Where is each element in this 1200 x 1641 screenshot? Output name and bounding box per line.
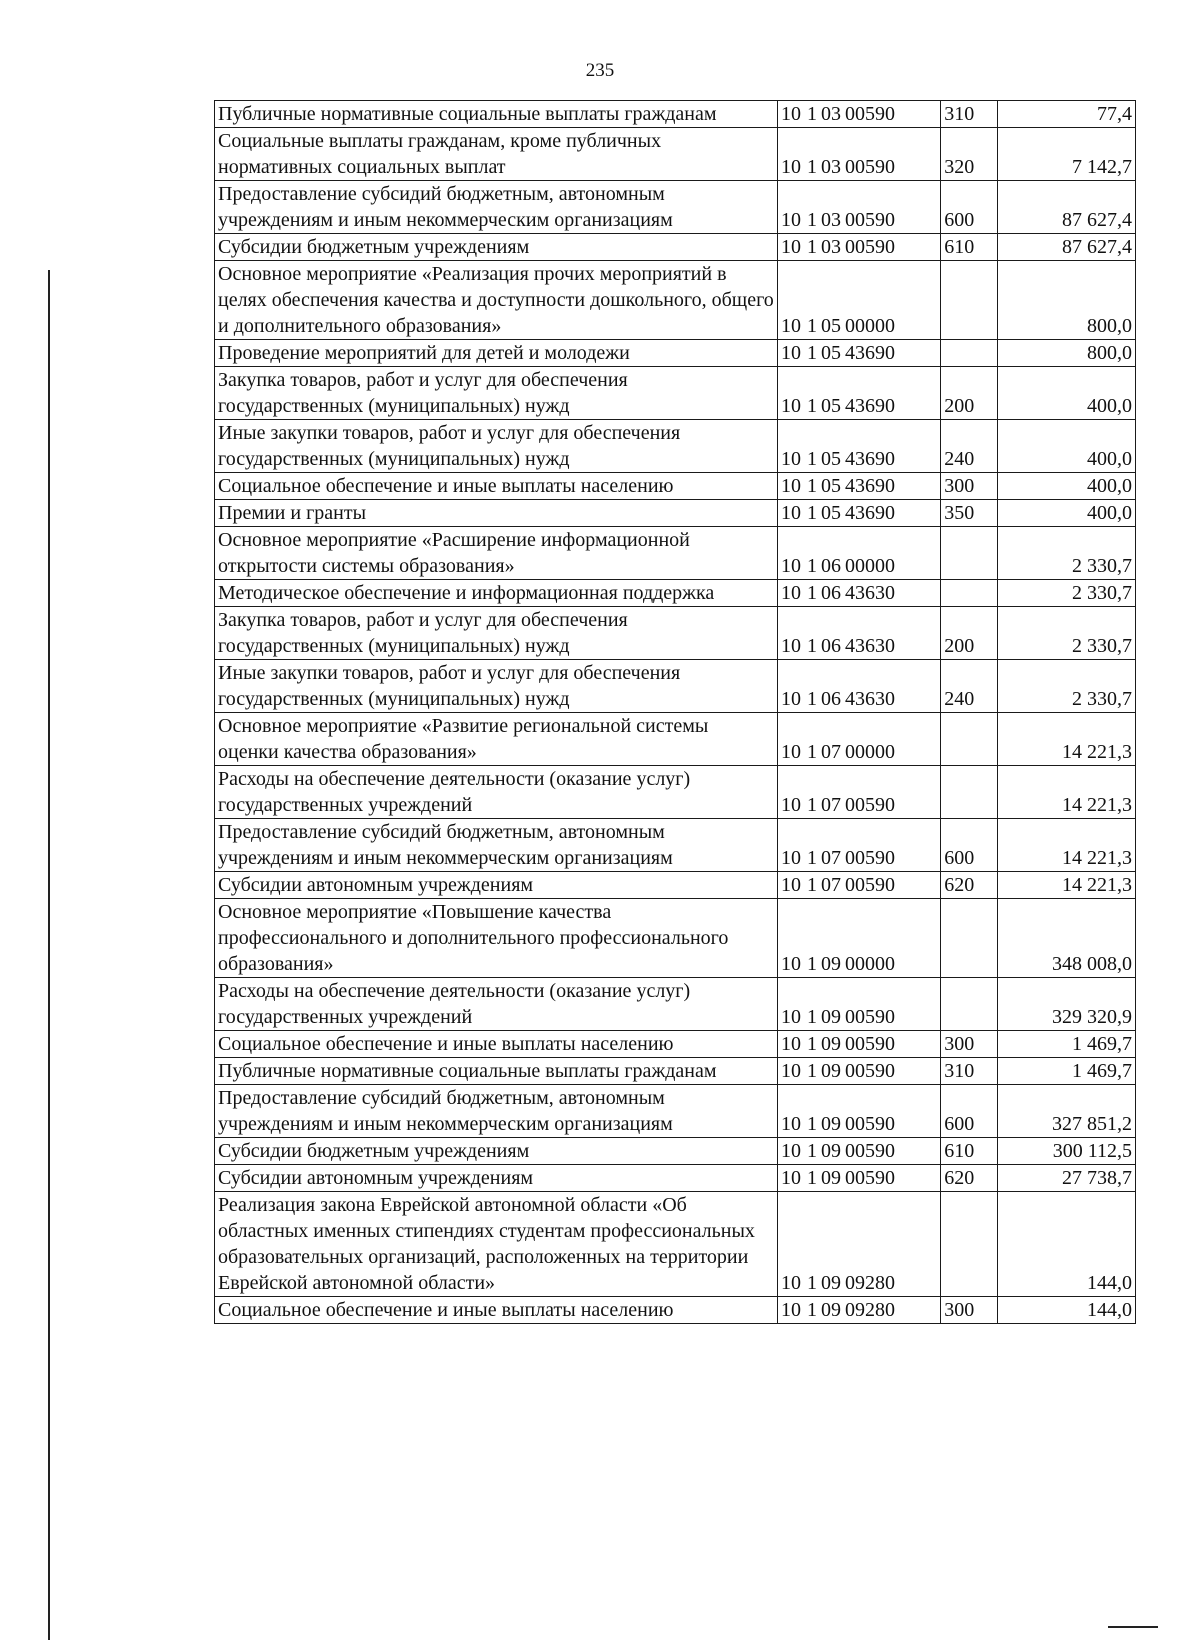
target-article-code-cell bbox=[778, 420, 941, 473]
code-part-2: 1 bbox=[807, 794, 817, 816]
expense-type-code-cell: 240 bbox=[941, 660, 998, 713]
expense-type-code-cell: 310 bbox=[941, 1058, 998, 1085]
amount-cell: 329 320,9 bbox=[998, 978, 1136, 1031]
amount-cell: 800,0 bbox=[998, 340, 1136, 367]
code-part-1: 10 bbox=[781, 582, 801, 604]
expense-type-code-cell bbox=[941, 713, 998, 766]
amount-cell: 7 142,7 bbox=[998, 128, 1136, 181]
code-part-4: 43630 bbox=[845, 635, 895, 657]
expense-name-cell: Субсидии автономным учреждениям bbox=[215, 872, 778, 899]
code-part-4: 00590 bbox=[845, 1006, 895, 1028]
code-part-3: 05 bbox=[821, 502, 841, 524]
code-part-2: 1 bbox=[807, 555, 817, 577]
table-row bbox=[215, 1085, 1136, 1138]
table-row bbox=[215, 101, 1136, 128]
target-article-code-cell bbox=[778, 607, 941, 660]
code-part-3: 09 bbox=[821, 1167, 841, 1189]
code-part-4: 43690 bbox=[845, 395, 895, 417]
table-row bbox=[215, 580, 1136, 607]
code-part-3: 05 bbox=[821, 395, 841, 417]
code-part-1: 10 bbox=[781, 103, 801, 125]
target-article-code-cell bbox=[778, 473, 941, 500]
code-part-2: 1 bbox=[807, 847, 817, 869]
expense-type-code-cell: 600 bbox=[941, 819, 998, 872]
target-article-code-cell bbox=[778, 234, 941, 261]
code-part-1: 10 bbox=[781, 688, 801, 710]
code-part-2: 1 bbox=[807, 502, 817, 524]
code-part-4: 43630 bbox=[845, 582, 895, 604]
code-part-1: 10 bbox=[781, 448, 801, 470]
target-article-code-cell bbox=[778, 1192, 941, 1297]
code-part-4: 00590 bbox=[845, 209, 895, 231]
amount-cell: 348 008,0 bbox=[998, 899, 1136, 978]
expense-type-code-cell bbox=[941, 766, 998, 819]
target-article-code-cell bbox=[778, 181, 941, 234]
code-part-1: 10 bbox=[781, 635, 801, 657]
code-part-2: 1 bbox=[807, 741, 817, 763]
code-part-2: 1 bbox=[807, 1033, 817, 1055]
code-part-3: 09 bbox=[821, 953, 841, 975]
code-part-4: 43690 bbox=[845, 448, 895, 470]
expense-type-code-cell: 300 bbox=[941, 1297, 998, 1324]
expense-type-code-cell: 200 bbox=[941, 607, 998, 660]
code-part-2: 1 bbox=[807, 635, 817, 657]
expense-type-code-cell: 350 bbox=[941, 500, 998, 527]
code-part-3: 09 bbox=[821, 1299, 841, 1321]
code-part-4: 00590 bbox=[845, 1033, 895, 1055]
target-article-code-cell bbox=[778, 660, 941, 713]
code-part-3: 03 bbox=[821, 103, 841, 125]
target-article-code-cell bbox=[778, 1058, 941, 1085]
expense-name-cell: Реализация закона Еврейской автономной области «Об областных именных стипендиях студентам профессиональных образовательных организаций, расположенных на территории Еврейской автономной области» bbox=[215, 1192, 778, 1297]
code-part-3: 09 bbox=[821, 1060, 841, 1082]
expense-name-cell: Расходы на обеспечение деятельности (оказание услуг) государственных учреждений bbox=[215, 766, 778, 819]
table-row bbox=[215, 660, 1136, 713]
expense-name-cell: Основное мероприятие «Реализация прочих мероприятий в целях обеспечения качества и доступности дошкольного, общего и дополнительного образования» bbox=[215, 261, 778, 340]
code-part-1: 10 bbox=[781, 475, 801, 497]
expense-type-code-cell: 240 bbox=[941, 420, 998, 473]
expense-type-code-cell: 620 bbox=[941, 1165, 998, 1192]
amount-cell: 400,0 bbox=[998, 367, 1136, 420]
expense-type-code-cell: 600 bbox=[941, 181, 998, 234]
table-row bbox=[215, 340, 1136, 367]
code-part-2: 1 bbox=[807, 156, 817, 178]
table-row bbox=[215, 1165, 1136, 1192]
expense-name-cell: Предоставление субсидий бюджетным, автономным учреждениям и иным некоммерческим организациям bbox=[215, 1085, 778, 1138]
expense-name-cell: Социальное обеспечение и иные выплаты населению bbox=[215, 473, 778, 500]
table-row bbox=[215, 1058, 1136, 1085]
table-row bbox=[215, 766, 1136, 819]
code-part-2: 1 bbox=[807, 1299, 817, 1321]
table-row bbox=[215, 234, 1136, 261]
code-part-3: 03 bbox=[821, 209, 841, 231]
code-part-4: 43630 bbox=[845, 688, 895, 710]
code-part-1: 10 bbox=[781, 1272, 801, 1294]
code-part-3: 06 bbox=[821, 688, 841, 710]
code-part-2: 1 bbox=[807, 874, 817, 896]
amount-cell: 1 469,7 bbox=[998, 1058, 1136, 1085]
code-part-2: 1 bbox=[807, 953, 817, 975]
table-row bbox=[215, 1031, 1136, 1058]
expense-type-code-cell: 620 bbox=[941, 872, 998, 899]
table-row bbox=[215, 473, 1136, 500]
expense-name-cell: Закупка товаров, работ и услуг для обеспечения государственных (муниципальных) нужд bbox=[215, 367, 778, 420]
code-part-1: 10 bbox=[781, 1167, 801, 1189]
expense-name-cell: Публичные нормативные социальные выплаты гражданам bbox=[215, 1058, 778, 1085]
code-part-4: 00000 bbox=[845, 555, 895, 577]
code-part-3: 07 bbox=[821, 874, 841, 896]
code-part-1: 10 bbox=[781, 1033, 801, 1055]
code-part-1: 10 bbox=[781, 794, 801, 816]
target-article-code-cell bbox=[778, 340, 941, 367]
code-part-2: 1 bbox=[807, 236, 817, 258]
amount-cell: 27 738,7 bbox=[998, 1165, 1136, 1192]
code-part-3: 06 bbox=[821, 582, 841, 604]
code-part-3: 09 bbox=[821, 1113, 841, 1135]
amount-cell: 2 330,7 bbox=[998, 607, 1136, 660]
code-part-1: 10 bbox=[781, 156, 801, 178]
expense-name-cell: Основное мероприятие «Повышение качества профессионального и дополнительного профессионального образования» bbox=[215, 899, 778, 978]
amount-cell: 800,0 bbox=[998, 261, 1136, 340]
code-part-3: 06 bbox=[821, 635, 841, 657]
code-part-1: 10 bbox=[781, 1060, 801, 1082]
amount-cell: 327 851,2 bbox=[998, 1085, 1136, 1138]
code-part-2: 1 bbox=[807, 1167, 817, 1189]
target-article-code-cell bbox=[778, 101, 941, 128]
code-part-4: 00590 bbox=[845, 1140, 895, 1162]
amount-cell: 2 330,7 bbox=[998, 527, 1136, 580]
expense-name-cell: Предоставление субсидий бюджетным, автономным учреждениям и иным некоммерческим организациям bbox=[215, 819, 778, 872]
expense-name-cell: Проведение мероприятий для детей и молодежи bbox=[215, 340, 778, 367]
code-part-3: 07 bbox=[821, 741, 841, 763]
expense-type-code-cell: 610 bbox=[941, 234, 998, 261]
target-article-code-cell bbox=[778, 1031, 941, 1058]
table-row bbox=[215, 500, 1136, 527]
code-part-1: 10 bbox=[781, 1113, 801, 1135]
code-part-4: 00590 bbox=[845, 1167, 895, 1189]
target-article-code-cell bbox=[778, 1165, 941, 1192]
code-part-2: 1 bbox=[807, 1272, 817, 1294]
target-article-code-cell bbox=[778, 1297, 941, 1324]
code-part-2: 1 bbox=[807, 688, 817, 710]
target-article-code-cell bbox=[778, 899, 941, 978]
amount-cell: 1 469,7 bbox=[998, 1031, 1136, 1058]
code-part-3: 05 bbox=[821, 475, 841, 497]
code-part-1: 10 bbox=[781, 502, 801, 524]
code-part-3: 09 bbox=[821, 1272, 841, 1294]
table-row bbox=[215, 607, 1136, 660]
code-part-2: 1 bbox=[807, 315, 817, 337]
expense-type-code-cell bbox=[941, 580, 998, 607]
expense-name-cell: Основное мероприятие «Развитие региональной системы оценки качества образования» bbox=[215, 713, 778, 766]
amount-cell: 400,0 bbox=[998, 500, 1136, 527]
code-part-3: 03 bbox=[821, 236, 841, 258]
page-number: 235 bbox=[585, 60, 615, 81]
code-part-2: 1 bbox=[807, 1006, 817, 1028]
expense-name-cell: Закупка товаров, работ и услуг для обеспечения государственных (муниципальных) нужд bbox=[215, 607, 778, 660]
code-part-3: 05 bbox=[821, 315, 841, 337]
footer-rule bbox=[1108, 1626, 1158, 1628]
amount-cell: 77,4 bbox=[998, 101, 1136, 128]
code-part-1: 10 bbox=[781, 1006, 801, 1028]
code-part-2: 1 bbox=[807, 582, 817, 604]
code-part-4: 09280 bbox=[845, 1299, 895, 1321]
code-part-1: 10 bbox=[781, 209, 801, 231]
target-article-code-cell bbox=[778, 128, 941, 181]
expense-name-cell: Премии и гранты bbox=[215, 500, 778, 527]
code-part-3: 06 bbox=[821, 555, 841, 577]
expense-name-cell: Субсидии бюджетным учреждениям bbox=[215, 1138, 778, 1165]
code-part-1: 10 bbox=[781, 395, 801, 417]
code-part-2: 1 bbox=[807, 1113, 817, 1135]
code-part-1: 10 bbox=[781, 555, 801, 577]
expense-name-cell: Предоставление субсидий бюджетным, автономным учреждениям и иным некоммерческим организациям bbox=[215, 181, 778, 234]
scan-margin-line bbox=[48, 270, 50, 1640]
amount-cell: 14 221,3 bbox=[998, 872, 1136, 899]
expense-type-code-cell bbox=[941, 527, 998, 580]
code-part-4: 43690 bbox=[845, 475, 895, 497]
table-row bbox=[215, 181, 1136, 234]
expense-name-cell: Социальные выплаты гражданам, кроме публичных нормативных социальных выплат bbox=[215, 128, 778, 181]
expense-type-code-cell bbox=[941, 1192, 998, 1297]
table-row bbox=[215, 1138, 1136, 1165]
expense-type-code-cell: 310 bbox=[941, 101, 998, 128]
table-row bbox=[215, 420, 1136, 473]
table-row bbox=[215, 978, 1136, 1031]
table-row bbox=[215, 367, 1136, 420]
expense-type-code-cell bbox=[941, 978, 998, 1031]
code-part-1: 10 bbox=[781, 315, 801, 337]
code-part-4: 00590 bbox=[845, 794, 895, 816]
code-part-1: 10 bbox=[781, 847, 801, 869]
amount-cell: 144,0 bbox=[998, 1192, 1136, 1297]
code-part-2: 1 bbox=[807, 103, 817, 125]
expense-name-cell: Социальное обеспечение и иные выплаты населению bbox=[215, 1031, 778, 1058]
code-part-3: 09 bbox=[821, 1006, 841, 1028]
code-part-2: 1 bbox=[807, 395, 817, 417]
code-part-3: 09 bbox=[821, 1140, 841, 1162]
expense-type-code-cell bbox=[941, 261, 998, 340]
code-part-4: 00590 bbox=[845, 156, 895, 178]
amount-cell: 87 627,4 bbox=[998, 181, 1136, 234]
budget-table-body bbox=[215, 101, 1136, 1324]
expense-name-cell: Иные закупки товаров, работ и услуг для обеспечения государственных (муниципальных) нужд bbox=[215, 660, 778, 713]
code-part-1: 10 bbox=[781, 342, 801, 364]
amount-cell: 400,0 bbox=[998, 473, 1136, 500]
code-part-4: 00000 bbox=[845, 741, 895, 763]
table-row bbox=[215, 899, 1136, 978]
target-article-code-cell bbox=[778, 527, 941, 580]
code-part-3: 09 bbox=[821, 1033, 841, 1055]
expense-name-cell: Публичные нормативные социальные выплаты гражданам bbox=[215, 101, 778, 128]
table-row bbox=[215, 819, 1136, 872]
target-article-code-cell bbox=[778, 261, 941, 340]
code-part-4: 00000 bbox=[845, 953, 895, 975]
expense-name-cell: Субсидии автономным учреждениям bbox=[215, 1165, 778, 1192]
target-article-code-cell bbox=[778, 713, 941, 766]
expense-type-code-cell bbox=[941, 340, 998, 367]
amount-cell: 144,0 bbox=[998, 1297, 1136, 1324]
code-part-3: 07 bbox=[821, 847, 841, 869]
target-article-code-cell bbox=[778, 819, 941, 872]
expense-name-cell: Расходы на обеспечение деятельности (оказание услуг) государственных учреждений bbox=[215, 978, 778, 1031]
expense-name-cell: Социальное обеспечение и иные выплаты населению bbox=[215, 1297, 778, 1324]
expense-type-code-cell: 600 bbox=[941, 1085, 998, 1138]
code-part-1: 10 bbox=[781, 953, 801, 975]
table-row bbox=[215, 128, 1136, 181]
expense-type-code-cell: 320 bbox=[941, 128, 998, 181]
expense-name-cell: Иные закупки товаров, работ и услуг для обеспечения государственных (муниципальных) нужд bbox=[215, 420, 778, 473]
code-part-4: 00590 bbox=[845, 103, 895, 125]
amount-cell: 14 221,3 bbox=[998, 713, 1136, 766]
expense-type-code-cell: 610 bbox=[941, 1138, 998, 1165]
code-part-4: 00000 bbox=[845, 315, 895, 337]
code-part-1: 10 bbox=[781, 1140, 801, 1162]
code-part-4: 09280 bbox=[845, 1272, 895, 1294]
target-article-code-cell bbox=[778, 1085, 941, 1138]
code-part-3: 05 bbox=[821, 448, 841, 470]
code-part-2: 1 bbox=[807, 475, 817, 497]
code-part-2: 1 bbox=[807, 209, 817, 231]
budget-table bbox=[214, 100, 1136, 1324]
target-article-code-cell bbox=[778, 367, 941, 420]
amount-cell: 87 627,4 bbox=[998, 234, 1136, 261]
table-row bbox=[215, 1297, 1136, 1324]
code-part-4: 00590 bbox=[845, 847, 895, 869]
expense-name-cell: Основное мероприятие «Расширение информационной открытости системы образования» bbox=[215, 527, 778, 580]
code-part-4: 43690 bbox=[845, 342, 895, 364]
expense-type-code-cell bbox=[941, 899, 998, 978]
target-article-code-cell bbox=[778, 580, 941, 607]
expense-name-cell: Субсидии бюджетным учреждениям bbox=[215, 234, 778, 261]
amount-cell: 14 221,3 bbox=[998, 819, 1136, 872]
expense-name-cell: Методическое обеспечение и информационная поддержка bbox=[215, 580, 778, 607]
code-part-4: 00590 bbox=[845, 874, 895, 896]
table-row bbox=[215, 527, 1136, 580]
expense-type-code-cell: 200 bbox=[941, 367, 998, 420]
table-row bbox=[215, 713, 1136, 766]
target-article-code-cell bbox=[778, 766, 941, 819]
expense-type-code-cell: 300 bbox=[941, 1031, 998, 1058]
code-part-2: 1 bbox=[807, 448, 817, 470]
code-part-3: 07 bbox=[821, 794, 841, 816]
table-row bbox=[215, 1192, 1136, 1297]
code-part-3: 05 bbox=[821, 342, 841, 364]
target-article-code-cell bbox=[778, 872, 941, 899]
code-part-2: 1 bbox=[807, 1060, 817, 1082]
code-part-1: 10 bbox=[781, 236, 801, 258]
amount-cell: 14 221,3 bbox=[998, 766, 1136, 819]
code-part-4: 00590 bbox=[845, 1060, 895, 1082]
target-article-code-cell bbox=[778, 500, 941, 527]
code-part-4: 00590 bbox=[845, 1113, 895, 1135]
table-row bbox=[215, 261, 1136, 340]
expense-type-code-cell: 300 bbox=[941, 473, 998, 500]
code-part-1: 10 bbox=[781, 1299, 801, 1321]
amount-cell: 400,0 bbox=[998, 420, 1136, 473]
table-row bbox=[215, 872, 1136, 899]
amount-cell: 300 112,5 bbox=[998, 1138, 1136, 1165]
target-article-code-cell bbox=[778, 978, 941, 1031]
code-part-4: 43690 bbox=[845, 502, 895, 524]
target-article-code-cell bbox=[778, 1138, 941, 1165]
amount-cell: 2 330,7 bbox=[998, 580, 1136, 607]
code-part-4: 00590 bbox=[845, 236, 895, 258]
amount-cell: 2 330,7 bbox=[998, 660, 1136, 713]
code-part-2: 1 bbox=[807, 342, 817, 364]
code-part-3: 03 bbox=[821, 156, 841, 178]
code-part-2: 1 bbox=[807, 1140, 817, 1162]
code-part-1: 10 bbox=[781, 874, 801, 896]
code-part-1: 10 bbox=[781, 741, 801, 763]
